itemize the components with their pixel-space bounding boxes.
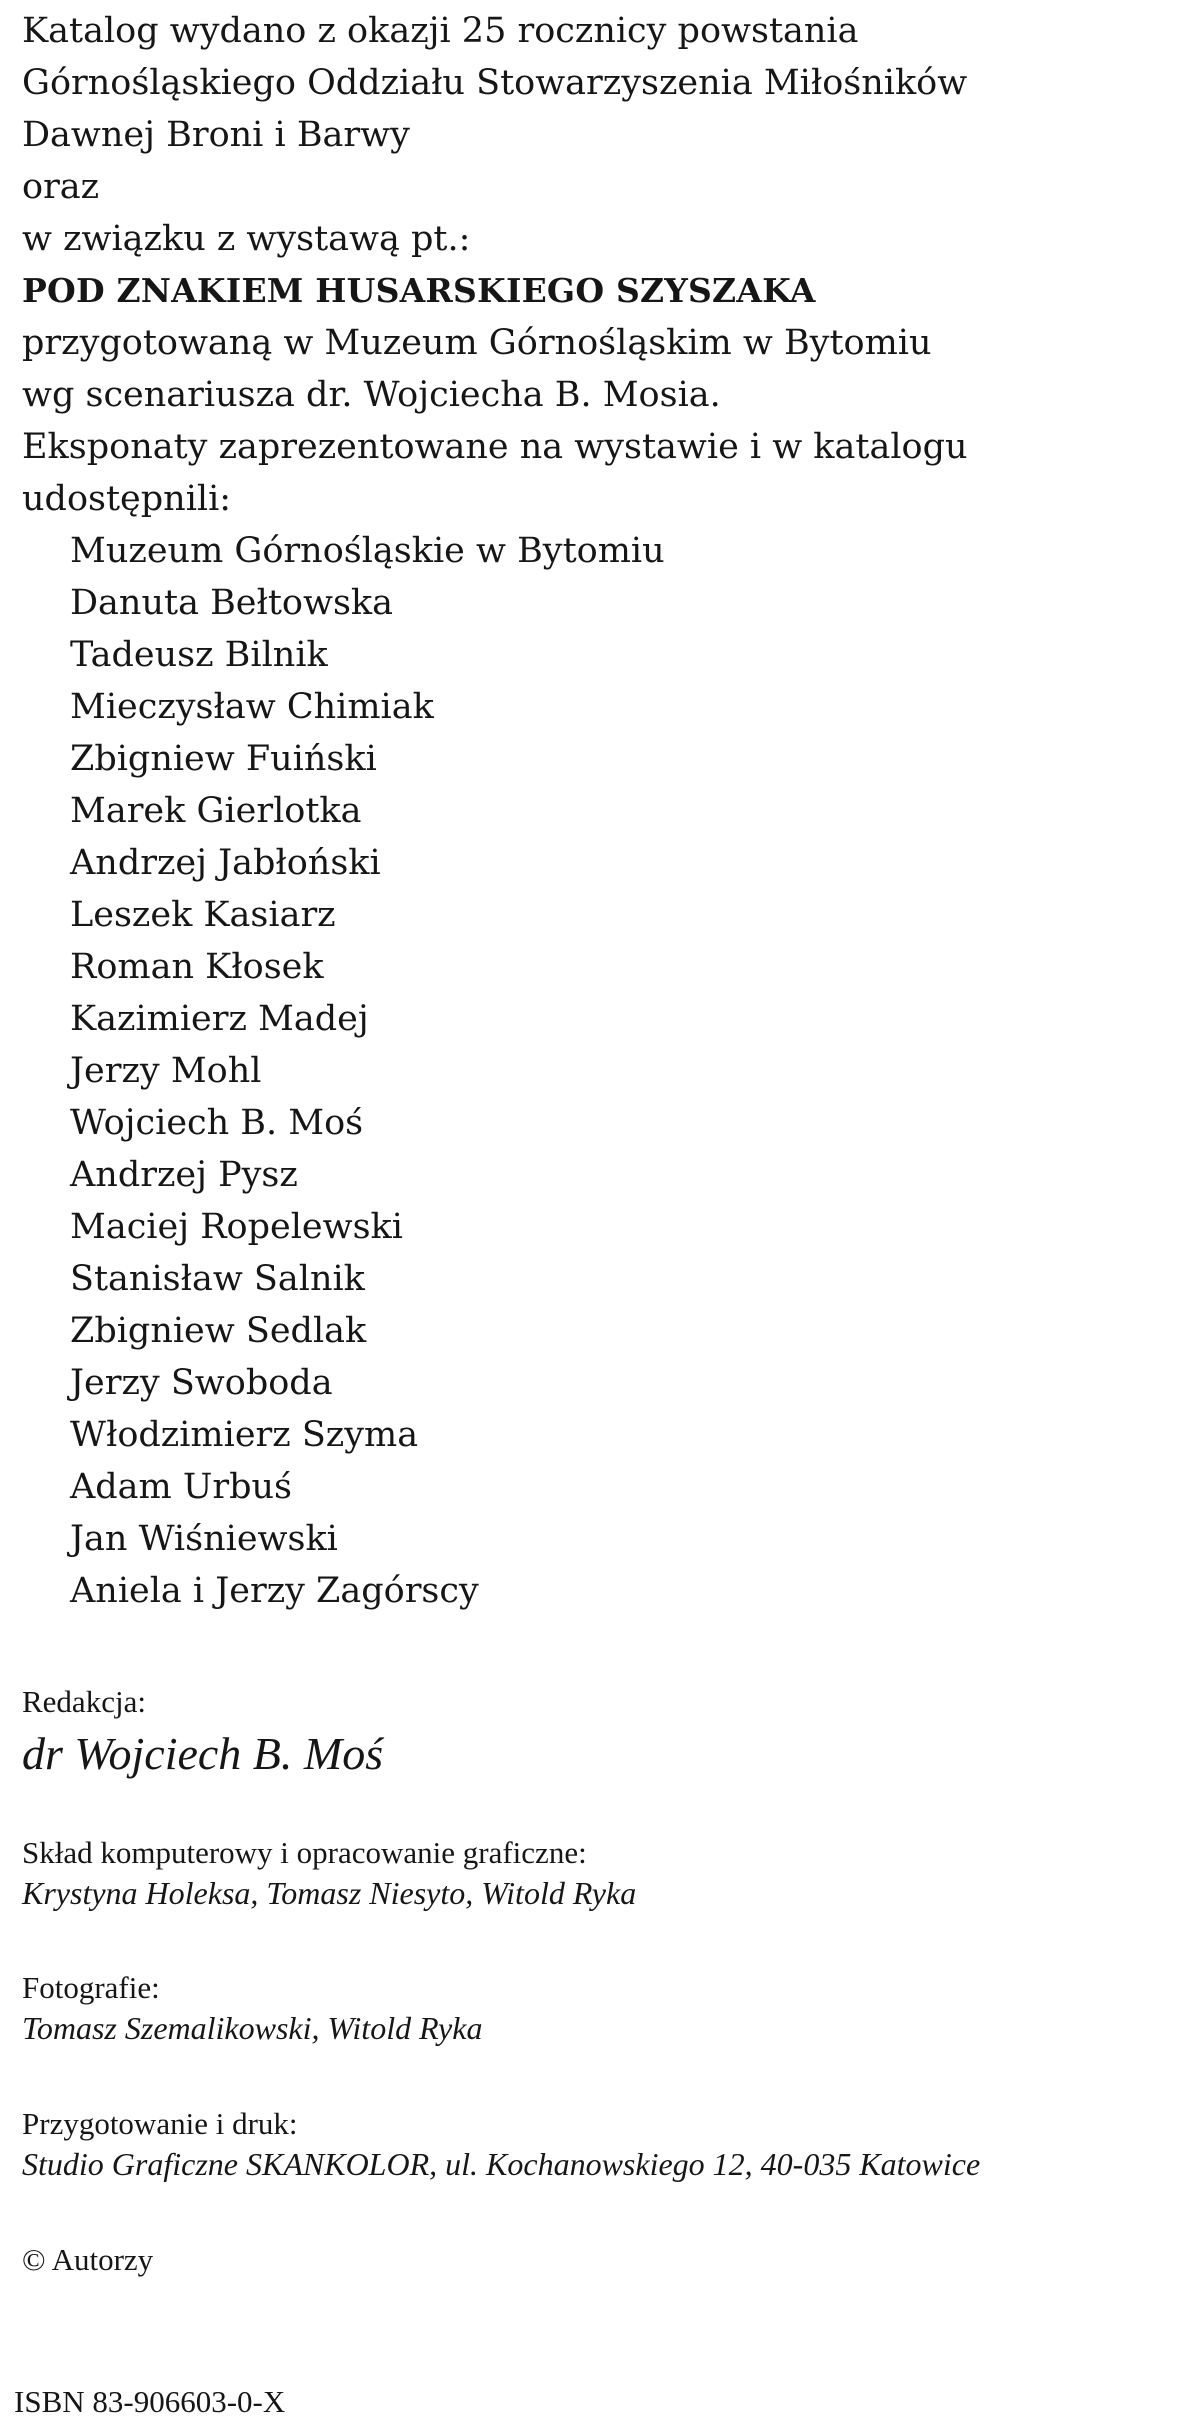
lender-item: Andrzej Pysz bbox=[70, 1155, 298, 1195]
lender-item: Tadeusz Bilnik bbox=[70, 635, 328, 675]
intro-line: w związku z wystawą pt.: bbox=[22, 219, 471, 259]
lender-item: Adam Urbuś bbox=[70, 1467, 292, 1507]
lender-item: Stanisław Salnik bbox=[70, 1259, 365, 1299]
print-label: Przygotowanie i druk: bbox=[22, 2106, 298, 2141]
editing-value: dr Wojciech B. Moś bbox=[22, 1728, 384, 1779]
typesetting-value: Krystyna Holeksa, Tomasz Niesyto, Witold Ryka bbox=[22, 1875, 637, 1911]
lender-item: Zbigniew Sedlak bbox=[70, 1311, 367, 1351]
description-line: udostępnili: bbox=[22, 479, 232, 519]
isbn-number: ISBN 83-906603-0-X bbox=[14, 2384, 286, 2419]
description-line: Eksponaty zaprezentowane na wystawie i w katalogu bbox=[22, 427, 968, 467]
lender-item: Aniela i Jerzy Zagórscy bbox=[70, 1571, 479, 1611]
lender-item: Jan Wiśniewski bbox=[70, 1519, 338, 1559]
lender-item: Zbigniew Fuiński bbox=[70, 739, 377, 779]
copyright-line: © Autorzy bbox=[22, 2242, 154, 2277]
intro-line: Katalog wydano z okazji 25 rocznicy powstania bbox=[22, 11, 859, 51]
lender-item: Muzeum Górnośląskie w Bytomiu bbox=[70, 531, 665, 571]
lender-item: Kazimierz Madej bbox=[70, 999, 369, 1039]
photos-value: Tomasz Szemalikowski, Witold Ryka bbox=[22, 2010, 483, 2046]
intro-line: Dawnej Broni i Barwy bbox=[22, 115, 410, 155]
description-line: wg scenariusza dr. Wojciecha B. Mosia. bbox=[22, 375, 721, 415]
exhibition-title: POD ZNAKIEM HUSARSKIEGO SZYSZAKA bbox=[22, 271, 816, 310]
lender-item: Mieczysław Chimiak bbox=[70, 687, 434, 727]
lender-item: Danuta Bełtowska bbox=[70, 583, 393, 623]
lender-item: Leszek Kasiarz bbox=[70, 895, 336, 935]
lender-item: Roman Kłosek bbox=[70, 947, 324, 987]
lender-item: Jerzy Swoboda bbox=[70, 1363, 333, 1403]
print-value: Studio Graficzne SKANKOLOR, ul. Kochanowskiego 12, 40-035 Katowice bbox=[22, 2146, 981, 2182]
lender-item: Włodzimierz Szyma bbox=[70, 1415, 419, 1455]
intro-line: Górnośląskiego Oddziału Stowarzyszenia Miłośników bbox=[22, 63, 968, 103]
lender-item: Andrzej Jabłoński bbox=[70, 843, 381, 883]
photos-label: Fotografie: bbox=[22, 1970, 160, 2005]
lender-item: Wojciech B. Moś bbox=[70, 1103, 364, 1143]
intro-line: oraz bbox=[22, 167, 100, 207]
editing-label: Redakcja: bbox=[22, 1684, 146, 1719]
lender-item: Maciej Ropelewski bbox=[70, 1207, 403, 1247]
description-line: przygotowaną w Muzeum Górnośląskim w Bytomiu bbox=[22, 323, 932, 363]
lender-item: Jerzy Mohl bbox=[70, 1051, 262, 1091]
typesetting-label: Skład komputerowy i opracowanie graficzne: bbox=[22, 1835, 587, 1870]
lender-item: Marek Gierlotka bbox=[70, 791, 362, 831]
